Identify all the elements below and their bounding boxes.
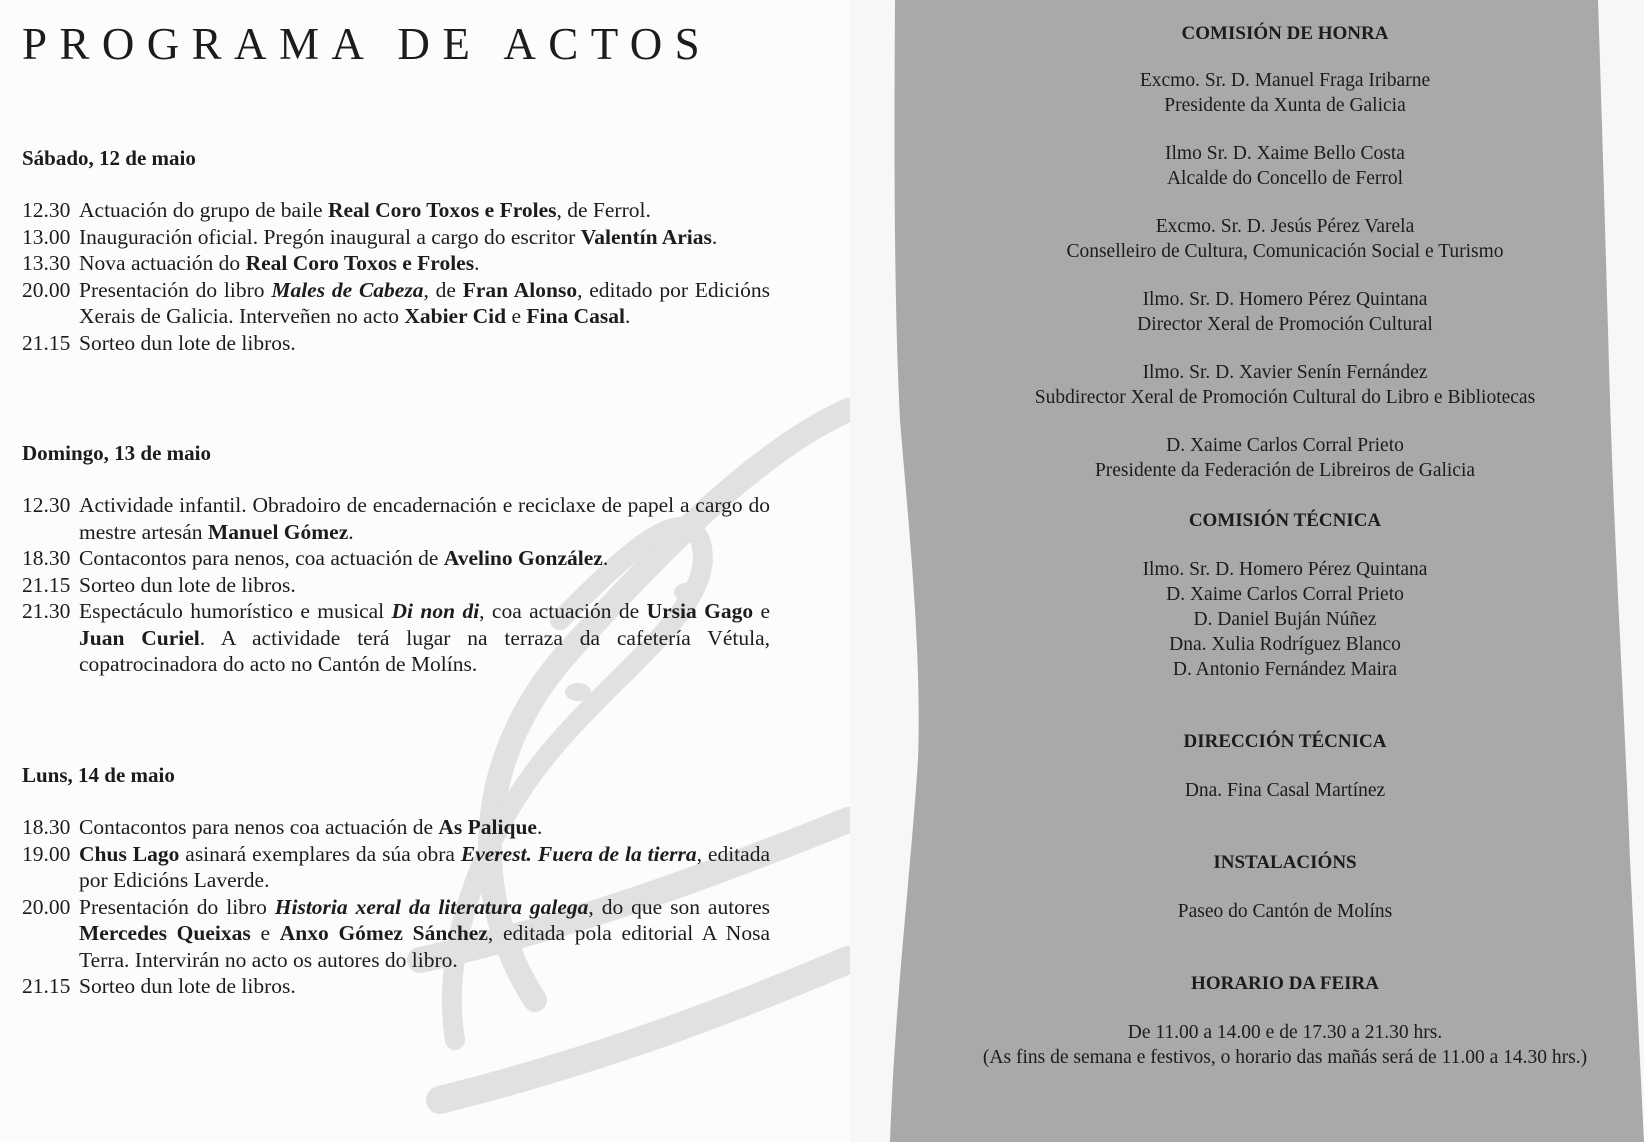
event-highlight: Manuel Gómez: [207, 519, 349, 544]
member-role: Director Xeral de Promoción Cultural: [1137, 314, 1433, 335]
event-highlight: Xabier Cid: [404, 304, 507, 328]
honra-members: [965, 68, 1605, 483]
event-text: Contacontos para nenos, coa actuación de: [79, 546, 444, 570]
event-description: [79, 197, 770, 224]
event-item: [22, 598, 770, 678]
event-time: 20.00: [22, 277, 71, 302]
heading-direccion-tecnica: DIRECCIÓN TÉCNICA: [1183, 731, 1387, 752]
event-description: [79, 814, 770, 841]
event-description: [79, 973, 770, 1000]
event-item: [22, 841, 770, 894]
event-highlight: Anxo Gómez Sánchez: [279, 921, 488, 945]
event-highlight: Historia xeral da literatura galega: [274, 894, 589, 919]
event-text: e: [250, 921, 280, 945]
event-item: [22, 894, 770, 974]
event-highlight: Fran Alonso: [462, 277, 578, 302]
commissions-content: [965, 22, 1605, 1070]
event-text: , coa actuación de: [479, 599, 647, 623]
member-role: Presidente da Federación de Libreiros de Galicia: [1094, 460, 1476, 481]
event-time: 21.15: [22, 974, 71, 998]
honra-member: [965, 68, 1605, 118]
day-heading-sunday: Domingo, 13 de maio: [22, 441, 211, 465]
member-name: Ilmo Sr. D. Xaime Bello Costa: [1165, 143, 1405, 164]
event-text: , editada pola editorial A Nosa Terra. Intervirán no acto os autores do libro.: [79, 921, 770, 972]
event-highlight: Fina Casal: [526, 304, 625, 328]
event-highlight: Males de Cabeza: [271, 277, 424, 302]
event-time: 18.30: [22, 815, 71, 839]
event-highlight: Everest. Fuera de la tierra: [460, 841, 697, 866]
horario-line-2: (As fins de semana e festivos, o horario das mañás será de 11.00 a 14.30 hrs.): [982, 1047, 1588, 1068]
event-text: Espectáculo humorístico e musical: [79, 599, 392, 623]
honra-member: [965, 433, 1605, 483]
direccion-name: Dna. Fina Casal Martínez: [1184, 780, 1386, 801]
event-highlight: As Palique: [438, 815, 537, 839]
event-time: 18.30: [22, 546, 71, 570]
event-text: Presentación do libro: [79, 894, 275, 919]
event-text: .: [536, 815, 543, 839]
member-role: Conselleiro de Cultura, Comunicación Social e Turismo: [1066, 241, 1504, 262]
event-text: Actividade infantil. Obradoiro de encadernación e reciclaxe de papel a cargo do mestre artesán: [79, 493, 770, 544]
event-text: , do que son autores: [588, 894, 771, 919]
event-text: . A actividade terá lugar na terraza da cafetería Vétula, copatrocinadora do acto no Cantón de Molíns.: [79, 625, 770, 676]
event-text: , de Ferrol.: [556, 198, 651, 222]
event-text: e: [753, 599, 770, 623]
event-item: [22, 572, 770, 599]
event-highlight: Ursia Gago: [646, 599, 754, 623]
tecnica-member: Ilmo. Sr. D. Homero Pérez Quintana: [1142, 559, 1428, 580]
event-time: 21.15: [22, 330, 71, 355]
event-item: [22, 973, 770, 1000]
event-list-sunday: [22, 492, 770, 678]
event-time: 19.00: [22, 841, 71, 866]
event-text: , de: [423, 277, 463, 302]
event-time: 21.30: [22, 599, 71, 623]
event-text: .: [624, 304, 631, 328]
tecnica-member: D. Antonio Fernández Maira: [1172, 659, 1398, 680]
event-highlight: Di non di: [391, 599, 480, 623]
event-text: , editada por Edicións Laverde.: [79, 841, 770, 892]
event-time: 13.00: [22, 224, 71, 249]
heading-comision-honra: COMISIÓN DE HONRA: [1181, 23, 1389, 44]
tecnica-member: Dna. Xulia Rodríguez Blanco: [1169, 634, 1401, 655]
honra-member: [965, 214, 1605, 264]
event-time: 13.30: [22, 251, 71, 275]
member-role: Alcalde do Concello de Ferrol: [1166, 168, 1404, 189]
event-time: 21.15: [22, 572, 71, 597]
member-role: Subdirector Xeral de Promoción Cultural do Libro e Bibliotecas: [1034, 387, 1536, 408]
event-time: 20.00: [22, 894, 71, 919]
event-item: [22, 814, 770, 841]
instalacions-place: Paseo do Cantón de Molíns: [1177, 901, 1393, 922]
member-role: Presidente da Xunta de Galicia: [1164, 95, 1406, 116]
heading-instalacions: INSTALACIÓNS: [1213, 852, 1357, 873]
event-highlight: Mercedes Queixas: [79, 921, 251, 945]
honra-member: [965, 360, 1605, 410]
event-list-saturday: [22, 197, 770, 356]
commissions-panel: [850, 0, 1644, 1142]
event-text: Sorteo dun lote de libros.: [79, 572, 296, 597]
day-heading-saturday: Sábado, 12 de maio: [22, 146, 196, 170]
day-heading-monday: Luns, 14 de maio: [22, 763, 175, 787]
event-list-monday: [22, 814, 770, 1000]
event-item: [22, 250, 770, 277]
event-item: [22, 224, 770, 251]
event-text: Contacontos para nenos coa actuación de: [79, 815, 439, 839]
member-name: Excmo. Sr. D. Manuel Fraga Iribarne: [1139, 70, 1431, 91]
event-item: [22, 330, 770, 357]
event-text: e: [506, 304, 527, 328]
event-description: [79, 224, 770, 251]
event-text: Sorteo dun lote de libros.: [79, 330, 296, 355]
event-text: Nova actuación do: [79, 251, 246, 275]
event-description: [79, 492, 770, 545]
event-description: [79, 841, 770, 894]
event-item: [22, 492, 770, 545]
heading-horario: HORARIO DA FEIRA: [1191, 973, 1379, 994]
event-description: [79, 330, 770, 357]
honra-member: [965, 287, 1605, 337]
member-name: Excmo. Sr. D. Jesús Pérez Varela: [1155, 216, 1415, 237]
event-highlight: Real Coro Toxos e Froles: [245, 251, 475, 275]
tecnica-member: D. Daniel Buján Núñez: [1193, 609, 1377, 630]
member-name: Ilmo. Sr. D. Xavier Senín Fernández: [1142, 362, 1428, 383]
event-description: [79, 894, 770, 974]
honra-member: [965, 141, 1605, 191]
event-description: [79, 572, 770, 599]
event-text: asinará exemplares da súa obra: [179, 841, 461, 866]
event-text: .: [474, 251, 480, 275]
event-highlight: Juan Curiel: [79, 625, 200, 650]
event-text: .: [711, 224, 718, 249]
heading-comision-tecnica: COMISIÓN TÉCNICA: [1188, 510, 1382, 531]
event-highlight: Valentín Arias: [580, 224, 712, 249]
event-item: [22, 197, 770, 224]
event-time: 12.30: [22, 198, 71, 222]
event-text: Sorteo dun lote de libros.: [79, 974, 296, 998]
member-name: Ilmo. Sr. D. Homero Pérez Quintana: [1142, 289, 1428, 310]
tecnica-members: [965, 557, 1605, 682]
event-description: [79, 277, 770, 330]
member-name: D. Xaime Carlos Corral Prieto: [1166, 435, 1404, 456]
event-highlight: Real Coro Toxos e Froles: [327, 198, 557, 222]
event-text: .: [602, 546, 609, 570]
event-text: , editado por Edicións Xerais de Galicia. Interveñen no acto: [79, 277, 771, 328]
event-text: Actuación do grupo de baile: [79, 198, 328, 222]
horario-line-1: De 11.00 a 14.00 e de 17.30 a 21.30 hrs.: [1127, 1022, 1443, 1043]
event-description: [79, 250, 770, 277]
event-highlight: Chus Lago: [79, 841, 180, 866]
event-item: [22, 545, 770, 572]
event-text: Presentación do libro: [79, 277, 272, 302]
event-text: .: [348, 519, 354, 544]
event-description: [79, 545, 770, 572]
tecnica-member: D. Xaime Carlos Corral Prieto: [1166, 584, 1404, 605]
event-description: [79, 598, 770, 678]
event-text: Inauguración oficial. Pregón inaugural a cargo do escritor: [79, 224, 581, 249]
event-highlight: Avelino González: [443, 546, 603, 570]
event-item: [22, 277, 770, 330]
brush-dot: [565, 683, 591, 701]
page-title: PROGRAMA DE ACTOS: [22, 19, 713, 69]
event-time: 12.30: [22, 493, 71, 517]
